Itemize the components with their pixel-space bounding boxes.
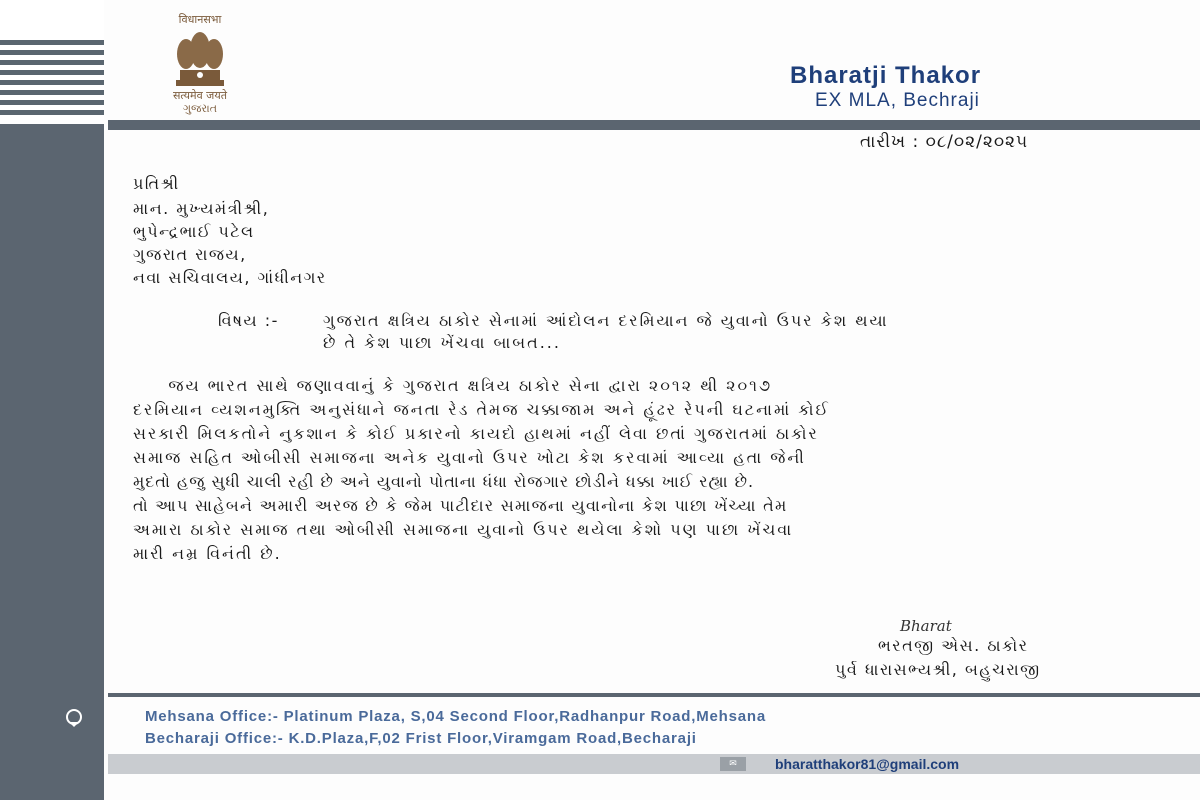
signer-title: પુર્વ ધારાસભ્યશ્રી, બહુચરાજી <box>835 660 1041 679</box>
subject-line: ગુજરાત ક્ષત્રિય ઠાકોર સેનામાં આંદોલન દરમિયાન જે યુવાનો ઉપર કેશ થયા <box>323 311 889 330</box>
lion-capital-icon <box>162 26 238 88</box>
body-line: અમારા ઠાકોર સમાજ તથા ઓબીસી સમાજના યુવાનો ઉપર થયેલા કેશો પણ પાછા ખેંચવા <box>133 520 794 539</box>
address-line: ગુજરાત રાજય, <box>133 245 247 264</box>
body-line: સમાજ સહિત ઓબીસી સમાજના અનેક યુવાનો ઉપર ખોટા કેશ કરવામાં આવ્યા હતા જેની <box>133 448 806 467</box>
address-line: પ્રતિશ્રી <box>133 174 180 193</box>
sender-name: Bharatji Thakor <box>790 62 982 89</box>
emblem-motto: सत्यमेव जयते <box>172 89 227 102</box>
body-line: દરમિયાન વ્યશનમુક્તિ અનુસંધાને જનતા રેડ તેમજ ચક્કાજામ અને હૂંઢર રેપની ઘટનામાં કોઈ <box>133 400 830 419</box>
chevron-down-icon <box>64 708 84 728</box>
body-line: તો આપ સાહેબને અમારી અરજ છે કે જેમ પાટીદાર સમાજના યુવાનોના કેશ પાછા ખેંચ્યા તેમ <box>133 496 788 515</box>
signer-name: ભરતજી એસ. ઠાકોર <box>878 636 1029 655</box>
address-line: ભુપેન્દ્રભાઈ પટેલ <box>133 222 255 241</box>
address-line: નવા સચિવાલય, ગાંધીનગર <box>133 268 327 287</box>
body-line: મુદતો હજુ સુધી ચાલી રહી છે અને યુવાનો પોતાના ધંધા રોજગાર છોડીને ધક્કા ખાઈ રહ્યા છે. <box>133 472 755 491</box>
address-line: માન. મુખ્યમંત્રીશ્રી, <box>133 199 270 218</box>
body-line: જય ભારત સાથે જણાવવાનું કે ગુજરાત ક્ષત્રિય ઠાકોર સેના દ્વારા ૨૦૧૨ થી ૨૦૧૭ <box>133 376 773 395</box>
decorative-stripes <box>0 0 104 120</box>
becharaji-office-address: Becharaji Office:- K.D.Plaza,F,02 Frist Floor,Viramgam Road,Becharaji <box>145 730 697 747</box>
mail-icon: ✉ <box>720 757 746 771</box>
body-line: સરકારી મિલકતોને નુકશાન કે કોઈ પ્રકારનો કાયદો હાથમાં નહીં લેવા છતાં ગુજરાતમાં ઠાકોર <box>133 424 819 443</box>
footer-bar <box>108 754 1200 774</box>
mehsana-office-address: Mehsana Office:- Platinum Plaza, S,04 Second Floor,Radhanpur Road,Mehsana <box>145 708 767 725</box>
body-line: મારી નમ્ર વિનંતી છે. <box>133 544 282 563</box>
sender-title: EX MLA, Bechraji <box>815 90 980 111</box>
contact-email[interactable]: bharatthakor81@gmail.com <box>775 756 960 772</box>
emblem-top-text: विधानसभा <box>178 13 222 26</box>
letter-date: તારીખ : ૦૮/૦૨/૨૦૨૫ <box>860 132 1029 152</box>
left-sidebar-band <box>0 124 104 800</box>
subject-line: છે તે કેશ પાછા ખેંચવા બાબત... <box>323 333 561 352</box>
emblem-state: ગુજરાત <box>182 102 218 115</box>
signature: Bharat <box>900 617 952 635</box>
header-divider <box>108 120 1200 130</box>
footer-divider <box>108 693 1200 697</box>
state-emblem <box>140 12 260 116</box>
subject-label: વિષય :- <box>218 311 279 330</box>
